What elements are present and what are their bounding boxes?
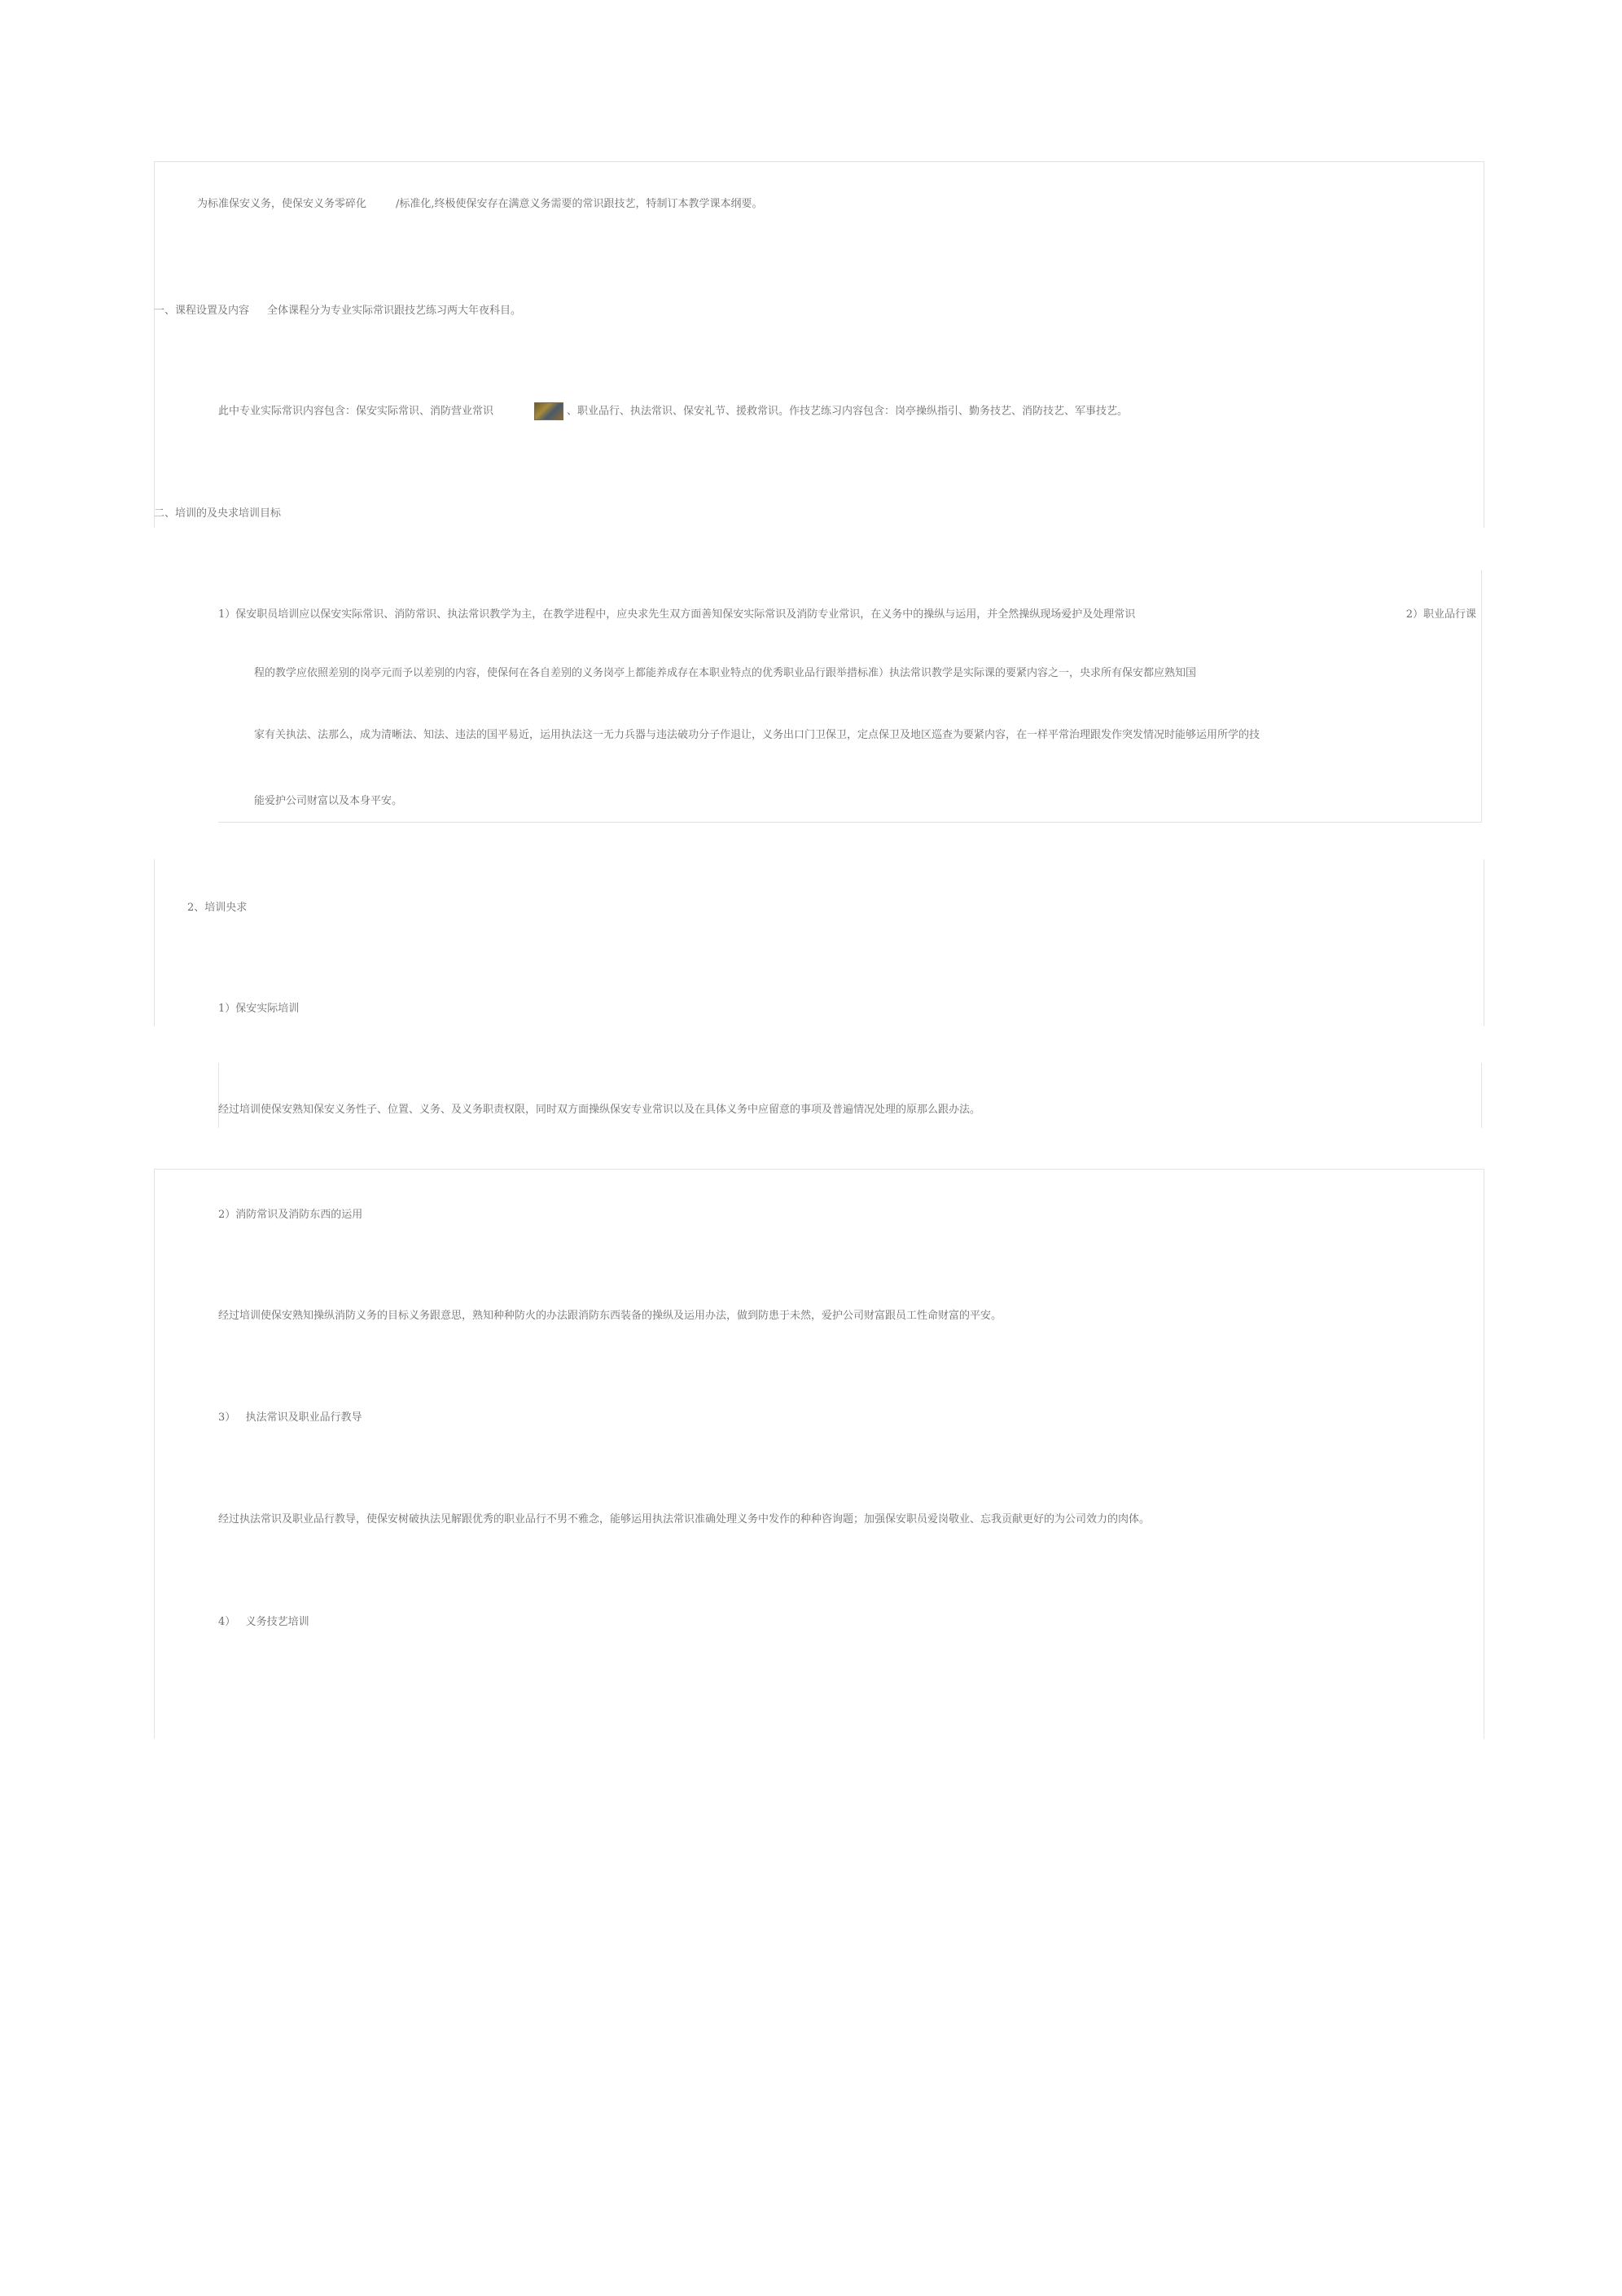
section1-detail-part2: 、职业品行、执法常识、保安礼节、援救常识。作技艺练习内容包含：岗亭操纵指引、勤务技艺、消防技艺、军事技艺。 [567,405,1129,418]
page-frame-top [154,161,1484,528]
section2-para1-right: 2）职业品行课 [1405,608,1476,621]
section2-para1-line2: 程的教学应依照差别的岗亭元而予以差别的内容，使保何在各自差别的义务岗亭上都能养成存在本职业特点的优秀职业品行跟举措标准）执法常识教学是实际课的要紧内容之一，央求所有保安都应熟知国 [254,667,1197,679]
item3-title: 3） 执法常识及职业品行教导 [218,1411,362,1424]
inline-image-thumbnail [534,402,563,420]
section2-para1-line4: 能爱护公司财富以及本身平安。 [254,795,403,807]
item1-title: 1）保安实际培训 [218,1003,300,1015]
section1-detail-part1: 此中专业实际常识内容包含：保安实际常识、消防营业常识 [218,405,494,418]
page-frame-item1 [218,1063,1482,1128]
section2-para1-line3: 家有关执法、法那么，成为清晰法、知法、违法的国平易近，运用执法这一无力兵器与违法破功分子作退让，义务出口门卫保卫，定点保卫及地区巡查为要紧内容，在一样平常治理跟发作突发情况时能够运用所学的技 [254,729,1260,741]
section2-para1-line1 [218,608,1476,622]
section1-detail [218,402,1128,420]
section2-para1-text1: 1）保安职员培训应以保安实际常识、消防常识、执法常识教学为主，在教学进程中，应央求先生双方面善知保安实际常识及消防专业常识，在义务中的操纵与运用，并全然操纵现场爱护及处理常识 [218,608,1136,621]
page-frame-requirements [154,859,1484,1026]
section1-line [154,304,521,318]
section1-heading: 一、课程设置及内容 [154,305,250,317]
item1-text: 经过培训使保安熟知保安义务性子、位置、义务、及义务职责权限，同时双方面操纵保安专业常识以及在具体义务中应留意的事项及普遍情况处理的原那么跟办法。 [218,1104,981,1116]
intro-part2: /标准化,终极使保安存在满意义务需要的常识跟技艺，特制订本教学课本纲要。 [396,198,763,210]
intro-part1: 为标准保安义务，使保安义务零碎化 [197,198,367,210]
section2-heading: 二、培训的及央求培训目标 [154,507,282,520]
page-frame-bottom [154,1169,1484,1739]
section1-text: 全体课程分为专业实际常识跟技艺练习两大年夜科目。 [267,305,522,317]
item3-text: 经过执法常识及职业品行教导，使保安树破执法见解跟优秀的职业品行不男不雅念，能够运用执法常识准确处理义务中发作的种种咨询题；加强保安职员爱岗敬业、忘我贡献更好的为公司效力的肉体。 [218,1513,1151,1526]
requirements-heading: 2、培训央求 [187,902,248,914]
item2-title: 2）消防常识及消防东西的运用 [218,1209,363,1221]
item4-title: 4） 义务技艺培训 [218,1616,309,1628]
item2-text: 经过培训使保安熟知操纵消防义务的目标义务跟意思，熟知种种防火的办法跟消防东西装备的操纵及运用办法，做到防患于未然，爱护公司财富跟员工性命财富的平安。 [218,1310,1002,1322]
intro-line [197,197,763,212]
